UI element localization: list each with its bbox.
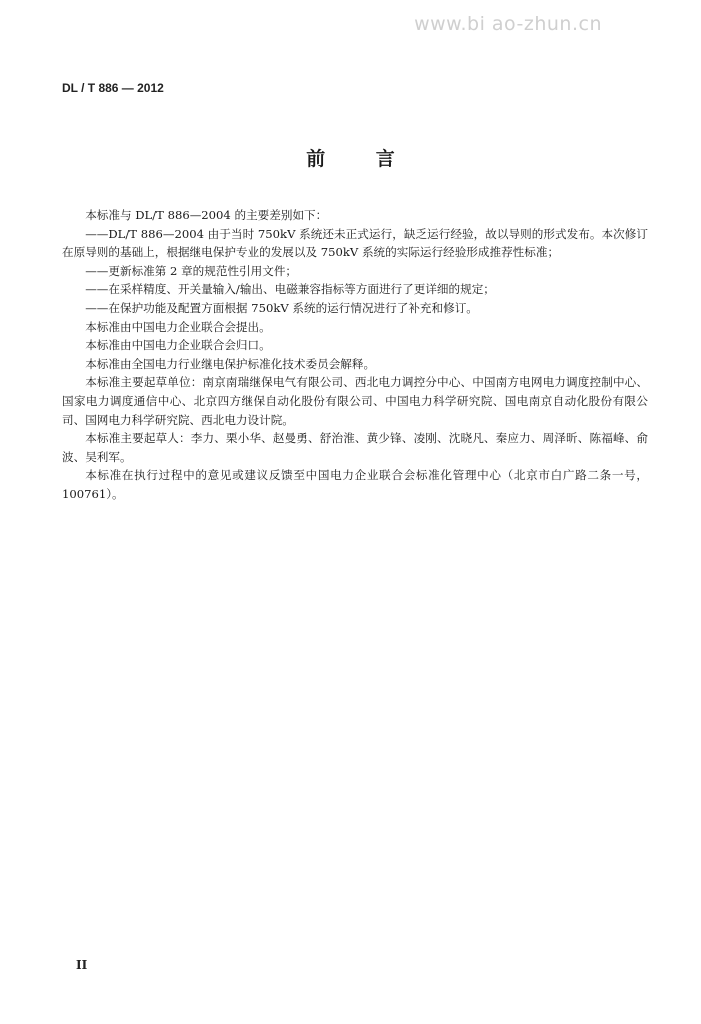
paragraph: 本标准由中国电力企业联合会提出。 (85, 319, 271, 334)
paragraph: 本标准主要起草人：李力、栗小华、赵曼勇、舒治淮、黄少锋、凌刚、沈晓凡、秦应力、周泽昕、陈福峰、俞波、吴利军。 (62, 431, 648, 464)
paragraph: ——更新标准第 2 章的规范性引用文件； (85, 263, 298, 278)
paragraph: 本标准主要起草单位：南京南瑞继保电气有限公司、西北电力调控分中心、中国南方电网电力调度控制中心、国家电力调度通信中心、北京四方继保自动化股份有限公司、中国电力科学研究院、国电南京自动化股份有限公司、国网电力科学研究院、西北电力设计院。 (62, 375, 648, 427)
watermark-text: www.bi ao-zhun.cn (414, 13, 602, 35)
paragraph: ——DL/T 886—2004 由于当时 750kV 系统还未正式运行，缺乏运行经验，故以导则的形式发布。本次修订在原导则的基础上，根据继电保护专业的发展以及 750kV 系统的实际运行经验形成推荐性标准； (62, 226, 648, 260)
paragraph: 本标准与 DL/T 886—2004 的主要差别如下： (85, 208, 328, 222)
standard-code: DL / T 886 — 2012 (62, 81, 164, 95)
paragraph: 本标准在执行过程中的意见或建议反馈至中国电力企业联合会标准化管理中心（北京市白广路二条一号，100761）。 (62, 468, 648, 501)
paragraph: 本标准由全国电力行业继电保护标准化技术委员会解释。 (85, 356, 376, 371)
paragraph: ——在采样精度、开关量输入/输出、电磁兼容指标等方面进行了更详细的规定； (85, 282, 495, 297)
page-number: II (76, 958, 88, 972)
body-text (62, 206, 648, 504)
paragraph: ——在保护功能及配置方面根据 750kV 系统的运行情况进行了补充和修订。 (85, 300, 478, 315)
paragraph: 本标准由中国电力企业联合会归口。 (85, 338, 271, 353)
page-title: 前 言 (306, 148, 417, 170)
